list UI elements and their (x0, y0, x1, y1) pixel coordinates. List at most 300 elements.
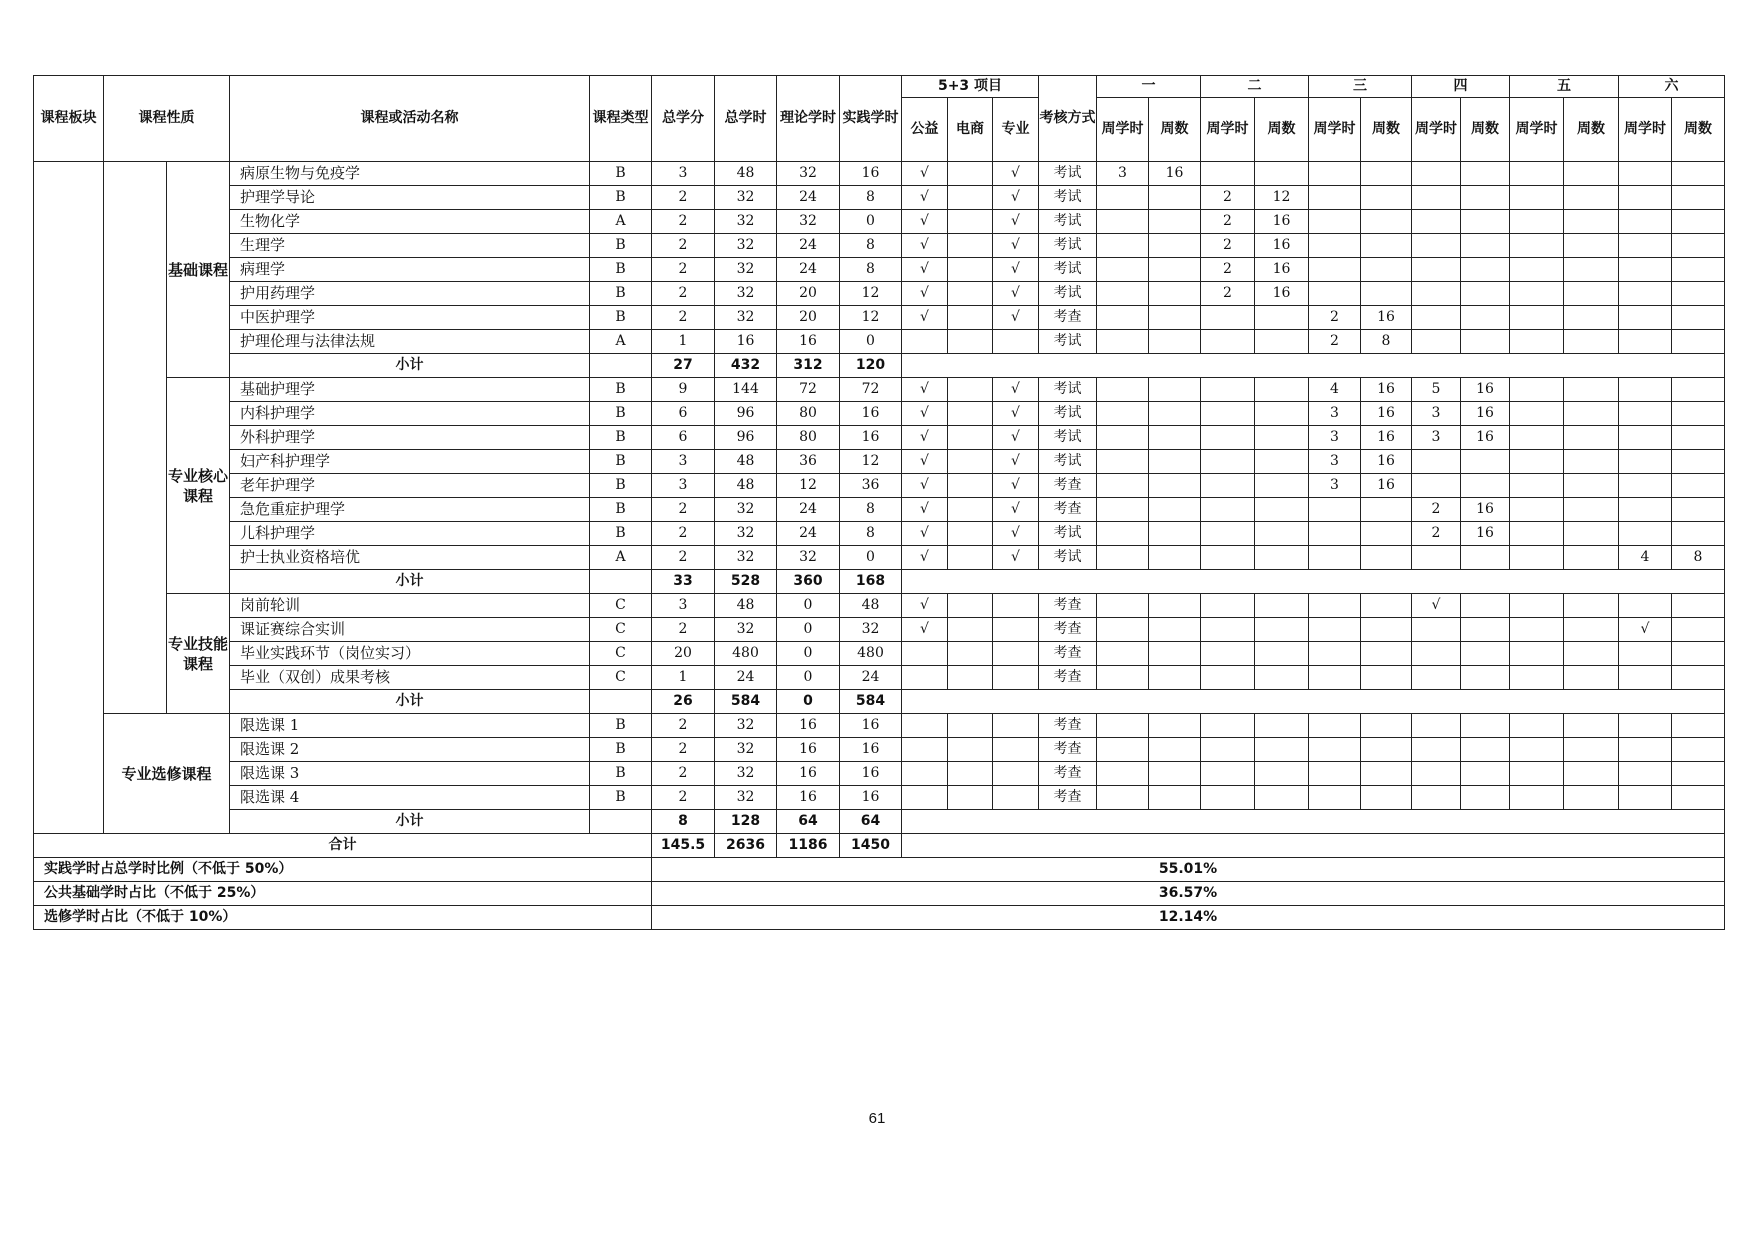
subtotal-hours: 128 (715, 810, 777, 834)
theory-cell: 32 (777, 162, 840, 186)
project-gy-cell: √ (902, 306, 948, 330)
project-zy-cell: √ (993, 162, 1039, 186)
table-row (34, 522, 1725, 546)
header-sem6-weekly: 周学时 (1619, 98, 1672, 162)
semester-cell (1097, 666, 1149, 690)
exam-cell: 考试 (1039, 258, 1097, 282)
semester-cell (1564, 330, 1619, 354)
project-ds-cell (948, 786, 993, 810)
semester-cell (1361, 186, 1412, 210)
theory-cell: 80 (777, 402, 840, 426)
semester-cell (1255, 162, 1309, 186)
semester-cell (1619, 738, 1672, 762)
table-row (34, 402, 1725, 426)
course-name: 儿科护理学 (230, 522, 590, 546)
practice-cell: 16 (840, 426, 902, 450)
credits-cell: 2 (652, 234, 715, 258)
exam-cell: 考试 (1039, 234, 1097, 258)
semester-cell (1672, 666, 1725, 690)
semester-cell (1361, 714, 1412, 738)
semester-cell (1672, 642, 1725, 666)
semester-cell: 2 (1201, 210, 1255, 234)
semester-cell (1412, 258, 1461, 282)
credits-cell: 3 (652, 594, 715, 618)
semester-cell (1361, 786, 1412, 810)
practice-cell: 16 (840, 762, 902, 786)
theory-cell: 80 (777, 426, 840, 450)
project-ds-cell (948, 210, 993, 234)
theory-cell: 16 (777, 762, 840, 786)
subtotal-hours: 432 (715, 354, 777, 378)
semester-cell (1461, 666, 1510, 690)
semester-cell (1510, 234, 1564, 258)
exam-cell: 考试 (1039, 330, 1097, 354)
semester-cell (1412, 186, 1461, 210)
semester-cell (1461, 642, 1510, 666)
exam-cell: 考查 (1039, 594, 1097, 618)
practice-cell: 8 (840, 522, 902, 546)
semester-cell (1461, 618, 1510, 642)
semester-cell (1510, 402, 1564, 426)
semester-cell: 3 (1309, 450, 1361, 474)
type-cell: B (590, 498, 652, 522)
header-sem4-weekly: 周学时 (1412, 98, 1461, 162)
semester-cell (1461, 786, 1510, 810)
project-gy-cell: √ (902, 474, 948, 498)
subtotal-label: 小计 (230, 690, 590, 714)
semester-cell (1672, 162, 1725, 186)
exam-cell: 考查 (1039, 666, 1097, 690)
table-row (34, 426, 1725, 450)
semester-cell (1309, 666, 1361, 690)
semester-cell (1412, 762, 1461, 786)
exam-cell: 考查 (1039, 786, 1097, 810)
practice-cell: 480 (840, 642, 902, 666)
semester-cell (1149, 330, 1201, 354)
header-semester-5: 五 (1510, 76, 1619, 98)
ratio-value: 36.57% (652, 882, 1725, 906)
header-semester-2: 二 (1201, 76, 1309, 98)
semester-cell: 5 (1412, 378, 1461, 402)
semester-cell (1672, 186, 1725, 210)
table-row (34, 282, 1725, 306)
credits-cell: 2 (652, 282, 715, 306)
subtotal-type (590, 354, 652, 378)
group-label: 专业技能课程 (167, 594, 230, 714)
credits-cell: 2 (652, 210, 715, 234)
hours-cell: 32 (715, 762, 777, 786)
semester-cell (1619, 402, 1672, 426)
practice-cell: 48 (840, 594, 902, 618)
header-sem3-weeks: 周数 (1361, 98, 1412, 162)
type-cell: B (590, 714, 652, 738)
semester-cell (1564, 498, 1619, 522)
semester-cell (1461, 738, 1510, 762)
semester-cell (1412, 306, 1461, 330)
project-zy-cell: √ (993, 522, 1039, 546)
semester-cell (1309, 186, 1361, 210)
project-gy-cell (902, 330, 948, 354)
total-label: 合计 (34, 834, 652, 858)
group-label: 专业核心课程 (167, 378, 230, 594)
semester-cell (1564, 234, 1619, 258)
semester-cell (1510, 714, 1564, 738)
semester-cell (1510, 450, 1564, 474)
semester-cell (1672, 714, 1725, 738)
project-ds-cell (948, 234, 993, 258)
ratio-label: 选修学时占比（不低于 10%） (34, 906, 652, 930)
semester-cell (1097, 306, 1149, 330)
credits-cell: 2 (652, 258, 715, 282)
semester-cell (1255, 306, 1309, 330)
header-practice: 实践学时 (840, 76, 902, 162)
semester-cell (1672, 474, 1725, 498)
project-gy-cell: √ (902, 162, 948, 186)
subtotal-label: 小计 (230, 810, 590, 834)
semester-cell (1097, 282, 1149, 306)
subtotal-practice: 120 (840, 354, 902, 378)
hours-cell: 144 (715, 378, 777, 402)
exam-cell: 考试 (1039, 402, 1097, 426)
semester-cell (1564, 642, 1619, 666)
project-gy-cell: √ (902, 498, 948, 522)
course-name: 限选课 1 (230, 714, 590, 738)
course-name: 护用药理学 (230, 282, 590, 306)
semester-cell (1149, 498, 1201, 522)
subtotal-rest (902, 690, 1725, 714)
semester-cell (1461, 474, 1510, 498)
semester-cell (1097, 594, 1149, 618)
semester-cell (1510, 186, 1564, 210)
type-cell: B (590, 450, 652, 474)
semester-cell (1309, 594, 1361, 618)
type-cell: C (590, 666, 652, 690)
semester-cell (1619, 714, 1672, 738)
exam-cell: 考查 (1039, 306, 1097, 330)
practice-cell: 72 (840, 378, 902, 402)
semester-cell: 3 (1309, 426, 1361, 450)
semester-cell: 2 (1309, 306, 1361, 330)
type-cell: C (590, 642, 652, 666)
theory-cell: 72 (777, 378, 840, 402)
table-body (34, 162, 1725, 930)
project-zy-cell: √ (993, 450, 1039, 474)
type-cell: B (590, 282, 652, 306)
semester-cell (1255, 714, 1309, 738)
subtotal-rest (902, 354, 1725, 378)
hours-cell: 480 (715, 642, 777, 666)
table-row (34, 162, 1725, 186)
subtotal-row (34, 690, 1725, 714)
semester-cell: 8 (1672, 546, 1725, 570)
ratio-row (34, 858, 1725, 882)
semester-cell (1510, 474, 1564, 498)
exam-cell: 考试 (1039, 378, 1097, 402)
semester-cell (1149, 522, 1201, 546)
semester-cell (1672, 762, 1725, 786)
theory-cell: 0 (777, 594, 840, 618)
semester-cell (1201, 330, 1255, 354)
project-zy-cell: √ (993, 210, 1039, 234)
header-sem2-weekly: 周学时 (1201, 98, 1255, 162)
semester-cell (1510, 642, 1564, 666)
total-practice: 1450 (840, 834, 902, 858)
course-name: 限选课 3 (230, 762, 590, 786)
semester-cell (1361, 618, 1412, 642)
exam-cell: 考查 (1039, 474, 1097, 498)
header-exam: 考核方式 (1039, 76, 1097, 162)
theory-cell: 20 (777, 306, 840, 330)
semester-cell: 16 (1149, 162, 1201, 186)
semester-cell (1619, 666, 1672, 690)
subtotal-credits: 27 (652, 354, 715, 378)
practice-cell: 16 (840, 786, 902, 810)
semester-cell: 3 (1309, 402, 1361, 426)
theory-cell: 32 (777, 210, 840, 234)
semester-cell (1564, 546, 1619, 570)
project-zy-cell (993, 786, 1039, 810)
exam-cell: 考试 (1039, 282, 1097, 306)
semester-cell: 4 (1309, 378, 1361, 402)
semester-cell (1097, 618, 1149, 642)
type-cell: C (590, 618, 652, 642)
header-type: 课程类型 (590, 76, 652, 162)
hours-cell: 16 (715, 330, 777, 354)
semester-cell (1412, 546, 1461, 570)
semester-cell (1149, 378, 1201, 402)
credits-cell: 9 (652, 378, 715, 402)
exam-cell: 考查 (1039, 498, 1097, 522)
semester-cell (1097, 642, 1149, 666)
group-label: 专业选修课程 (104, 714, 230, 834)
hours-cell: 32 (715, 282, 777, 306)
exam-cell: 考试 (1039, 186, 1097, 210)
course-name: 毕业（双创）成果考核 (230, 666, 590, 690)
semester-cell (1097, 426, 1149, 450)
type-cell: C (590, 594, 652, 618)
semester-cell (1672, 210, 1725, 234)
semester-cell (1097, 258, 1149, 282)
semester-cell (1255, 522, 1309, 546)
semester-cell (1564, 378, 1619, 402)
semester-cell (1461, 162, 1510, 186)
project-gy-cell: √ (902, 402, 948, 426)
semester-cell (1255, 642, 1309, 666)
project-gy-cell (902, 738, 948, 762)
exam-cell: 考试 (1039, 210, 1097, 234)
hours-cell: 32 (715, 306, 777, 330)
semester-cell (1564, 186, 1619, 210)
type-cell: A (590, 330, 652, 354)
credits-cell: 2 (652, 522, 715, 546)
semester-cell (1361, 234, 1412, 258)
semester-cell (1255, 738, 1309, 762)
semester-cell (1412, 666, 1461, 690)
project-gy-cell (902, 762, 948, 786)
semester-cell (1510, 786, 1564, 810)
theory-cell: 16 (777, 714, 840, 738)
subtotal-theory: 312 (777, 354, 840, 378)
semester-cell (1672, 378, 1725, 402)
hours-cell: 32 (715, 618, 777, 642)
subtotal-label: 小计 (230, 570, 590, 594)
project-ds-cell (948, 162, 993, 186)
semester-cell (1510, 330, 1564, 354)
semester-cell (1149, 594, 1201, 618)
header-theory: 理论学时 (777, 76, 840, 162)
table-row (34, 498, 1725, 522)
semester-cell (1201, 738, 1255, 762)
semester-cell (1619, 642, 1672, 666)
semester-cell (1412, 450, 1461, 474)
exam-cell: 考试 (1039, 450, 1097, 474)
credits-cell: 2 (652, 738, 715, 762)
course-name: 课证赛综合实训 (230, 618, 590, 642)
block-cell (34, 162, 104, 834)
theory-cell: 16 (777, 786, 840, 810)
practice-cell: 0 (840, 546, 902, 570)
course-name: 限选课 4 (230, 786, 590, 810)
course-name: 岗前轮训 (230, 594, 590, 618)
hours-cell: 96 (715, 402, 777, 426)
semester-cell: 16 (1361, 474, 1412, 498)
semester-cell (1309, 786, 1361, 810)
semester-cell (1255, 666, 1309, 690)
subtotal-row (34, 354, 1725, 378)
semester-cell (1672, 618, 1725, 642)
semester-cell (1672, 498, 1725, 522)
subtotal-practice: 64 (840, 810, 902, 834)
course-name: 毕业实践环节（岗位实习） (230, 642, 590, 666)
semester-cell (1097, 522, 1149, 546)
project-ds-cell (948, 186, 993, 210)
project-gy-cell: √ (902, 210, 948, 234)
hours-cell: 96 (715, 426, 777, 450)
semester-cell (1361, 498, 1412, 522)
subtotal-credits: 26 (652, 690, 715, 714)
semester-cell (1097, 234, 1149, 258)
theory-cell: 12 (777, 474, 840, 498)
credits-cell: 1 (652, 666, 715, 690)
semester-cell (1149, 186, 1201, 210)
semester-cell (1564, 162, 1619, 186)
project-gy-cell (902, 666, 948, 690)
course-name: 妇产科护理学 (230, 450, 590, 474)
project-zy-cell (993, 714, 1039, 738)
semester-cell (1564, 786, 1619, 810)
semester-cell (1619, 426, 1672, 450)
semester-cell (1510, 762, 1564, 786)
semester-cell (1619, 594, 1672, 618)
credits-cell: 6 (652, 426, 715, 450)
project-zy-cell: √ (993, 474, 1039, 498)
course-name: 老年护理学 (230, 474, 590, 498)
hours-cell: 32 (715, 786, 777, 810)
project-zy-cell: √ (993, 306, 1039, 330)
header-credits: 总学分 (652, 76, 715, 162)
practice-cell: 16 (840, 162, 902, 186)
subtotal-rest (902, 810, 1725, 834)
semester-cell (1255, 786, 1309, 810)
semester-cell (1255, 594, 1309, 618)
header-sem3-weekly: 周学时 (1309, 98, 1361, 162)
practice-cell: 8 (840, 186, 902, 210)
project-ds-cell (948, 378, 993, 402)
semester-cell (1201, 378, 1255, 402)
type-cell: B (590, 186, 652, 210)
semester-cell (1461, 210, 1510, 234)
header-semester-4: 四 (1412, 76, 1510, 98)
semester-cell (1461, 714, 1510, 738)
theory-cell: 16 (777, 330, 840, 354)
semester-cell (1412, 738, 1461, 762)
table-row (34, 642, 1725, 666)
semester-cell (1255, 762, 1309, 786)
semester-cell: 16 (1361, 306, 1412, 330)
semester-cell (1361, 594, 1412, 618)
project-zy-cell: √ (993, 546, 1039, 570)
semester-cell (1672, 282, 1725, 306)
semester-cell (1510, 306, 1564, 330)
semester-cell (1461, 186, 1510, 210)
semester-cell (1510, 666, 1564, 690)
semester-cell (1309, 546, 1361, 570)
type-cell: B (590, 234, 652, 258)
ratio-value: 55.01% (652, 858, 1725, 882)
semester-cell: 16 (1461, 402, 1510, 426)
table-row (34, 594, 1725, 618)
table-row (34, 546, 1725, 570)
semester-cell (1619, 450, 1672, 474)
subtotal-type (590, 810, 652, 834)
project-zy-cell: √ (993, 426, 1039, 450)
semester-cell (1564, 522, 1619, 546)
project-ds-cell (948, 762, 993, 786)
theory-cell: 24 (777, 498, 840, 522)
type-cell: B (590, 474, 652, 498)
course-name: 基础护理学 (230, 378, 590, 402)
semester-cell (1309, 282, 1361, 306)
table-row (34, 666, 1725, 690)
header-block: 课程板块 (34, 76, 104, 162)
credits-cell: 6 (652, 402, 715, 426)
course-name: 护理伦理与法律法规 (230, 330, 590, 354)
practice-cell: 36 (840, 474, 902, 498)
theory-cell: 32 (777, 546, 840, 570)
semester-cell (1201, 762, 1255, 786)
semester-cell (1412, 474, 1461, 498)
subtotal-theory: 0 (777, 690, 840, 714)
semester-cell (1149, 210, 1201, 234)
semester-cell: 16 (1255, 258, 1309, 282)
group-label: 基础课程 (167, 162, 230, 378)
table-row (34, 378, 1725, 402)
type-cell: A (590, 546, 652, 570)
semester-cell (1619, 234, 1672, 258)
theory-cell: 0 (777, 666, 840, 690)
semester-cell (1564, 210, 1619, 234)
semester-cell (1201, 546, 1255, 570)
semester-cell: 16 (1255, 234, 1309, 258)
semester-cell (1361, 282, 1412, 306)
theory-cell: 20 (777, 282, 840, 306)
total-hours: 2636 (715, 834, 777, 858)
semester-cell (1412, 618, 1461, 642)
semester-cell (1149, 282, 1201, 306)
semester-cell (1361, 546, 1412, 570)
semester-cell (1564, 306, 1619, 330)
semester-cell (1255, 474, 1309, 498)
